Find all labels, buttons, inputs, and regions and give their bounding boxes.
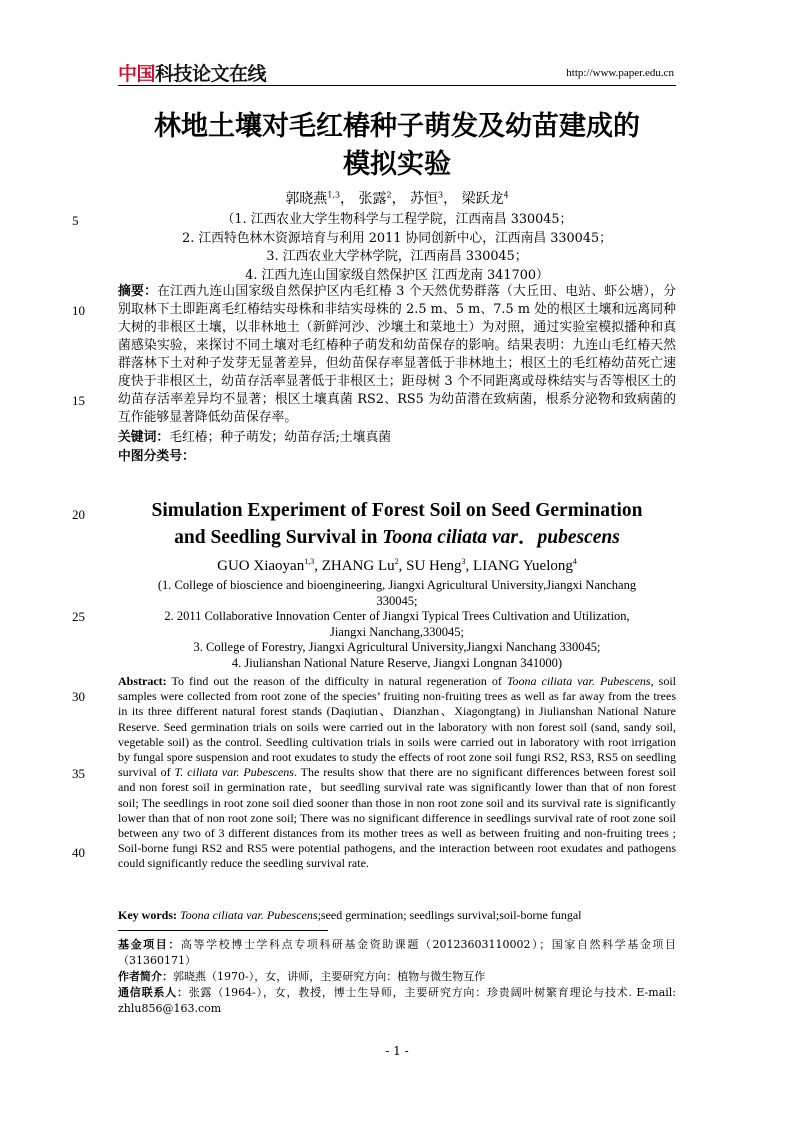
- english-keywords: Key words: Toona ciliata var. Pubescens;seed germination; seedlings survival;soil-borne fungal: [118, 908, 582, 922]
- chinese-authors: 郭晓燕$^{1,3}$， 张露$^2$， 苏恒$^3$， 梁跃龙$^4$: [285, 190, 509, 207]
- chinese-abstract: 摘要：在江西九连山国家级自然保护区内毛红椿 3 个天然优势群落（大丘田、电站、虾公塘），分别取林下土即距离毛红椿结实母株和非结实母株的 2.5 m、5 m、7.5 m 处的根区土壤和远离同种大树的非根区土壤，以非林地土（新鲜河沙、沙壤土和菜地土）为对照，通过实验室模拟播种和真菌感染实验，来探讨不同土壤对毛红椿种子萌发和幼苗保存的影响。结果表明：九连山毛红椿天然群落林下土对种子发芽无显著差异，但幼苗保存率显著低于非林地土；根区土的毛红椿幼苗死亡速度快于非根区土，幼苗存活率显著低于非根区土；距母树 3 个不同距离或母株结实与否等根区土的幼苗存活率差异均不显著；根区土壤真菌 RS2、RS5 为幼苗潜在致病菌，根系分泌物和致病菌的互作能够显著降低幼苗保存率。: [118, 284, 676, 425]
- line-number: 20: [72, 507, 85, 522]
- header-rule: [118, 85, 676, 86]
- line-number: 15: [72, 393, 85, 408]
- line-number: 35: [72, 766, 85, 781]
- footnote-author: 作者简介：郭晓燕（1970-），女，讲师，主要研究方向：植物与微生物互作: [118, 970, 486, 983]
- footnotes: [118, 937, 676, 1017]
- header-url[interactable]: http://www.paper.edu.cn: [566, 67, 674, 79]
- line-number: 40: [72, 845, 85, 860]
- chinese-classification: 中图分类号：: [118, 449, 195, 464]
- footnote-contact: 通信联系人：张露（1964-），女，教授，博士生导师，主要研究方向：珍贵阔叶树繁育理论与技术. E-mail: zhlu856@163.com: [118, 986, 676, 1015]
- english-title: Simulation Experiment of Forest Soil on Seed Germination and Seedling Survival in Toona ciliata var．pubescens: [151, 500, 643, 548]
- footnote-rule: [118, 930, 328, 931]
- line-number: 25: [72, 609, 85, 624]
- site-logo: 中国科技论文在线: [118, 63, 267, 85]
- footnote-fund: 基金项目：高等学校博士学科点专项科研基金资助课题（20123603110002）；国家自然科学基金项目（31360171）: [118, 938, 677, 967]
- page-number: - 1 -: [385, 1044, 409, 1058]
- chinese-keywords: 关键词：毛红椿；种子萌发；幼苗存活;土壤真菌: [118, 430, 392, 445]
- english-abstract: Abstract: To find out the reason of the difficulty in natural regeneration of Toona ciliata var. Pubescens, soil samples were collected from root zone of the species’ fruiting non-fruiting trees as well as far away from the trees in its three different natural forest stands (Daqiutian、Dianzhan、Xiagongtang) in Jiulianshan National Nature Reserve. Seed germination trials on soils were carried out in the laboratory with non forest soil (sand, sandy soil, vegetable soil) as the control. Seedling cultivation trials in soils were carried out in laboratory with root irrigation by fungal spore suspension and root exudates to study the effects of root zone soil fungi RS2, RS3, RS5 on seedling survival of T. ciliata var. Pubescens. The results show that there are no significant differences between forest soil and non forest soil in germination rate，but seedling survival rate was significantly lower than that of non forest soil; The seedlings in root zone soil died sooner than those in non root zone soil and its survival rate is significantly lower than that of non root zone soil; There was no significant difference in seedlings survival rate of root zone soil between any two of 3 different distances from its mother trees as well as between fruiting and non-fruiting trees ; Soil-borne fungi RS2 and RS5 were potential pathogens, and the interaction between root exudates and pathogens could significantly reduce the seedling survival rate.: [118, 674, 677, 871]
- line-number: 5: [72, 213, 79, 228]
- english-authors: GUO Xiaoyan$^{1,3}$, ZHANG Lu$^2$, SU Heng$^3$, LIANG Yuelong$^4$: [217, 557, 577, 574]
- line-number: 30: [72, 689, 85, 704]
- chinese-title: 林地土壤对毛红椿种子萌发及幼苗建成的 模拟实验: [154, 111, 640, 180]
- line-number: 10: [72, 303, 85, 318]
- english-affiliations: (1. College of bioscience and bioengineering, Jiangxi Agricultural University,Jiangxi Nanchang 330045; 2. 2011 Collaborative Innovation Center of Jiangxi Typical Trees Cultivation and Utilization, Jiangxi Nanchang,330045; 3. College of Forestry, Jiangxi Agricultural University,Jiangxi Nanchang 330045; 4. Jiulianshan National Nature Reserve, Jiangxi Longnan 341000): [157, 578, 637, 670]
- chinese-affiliations: （1. 江西农业大学生物科学与工程学院，江西南昌 330045； 2. 江西特色林木资源培育与利用 2011 协同创新中心，江西南昌 330045； 3. 江西农业大学林学院，江西南昌 330045； 4. 江西九连山国家级自然保护区 江西龙南 341700）: [182, 212, 612, 283]
